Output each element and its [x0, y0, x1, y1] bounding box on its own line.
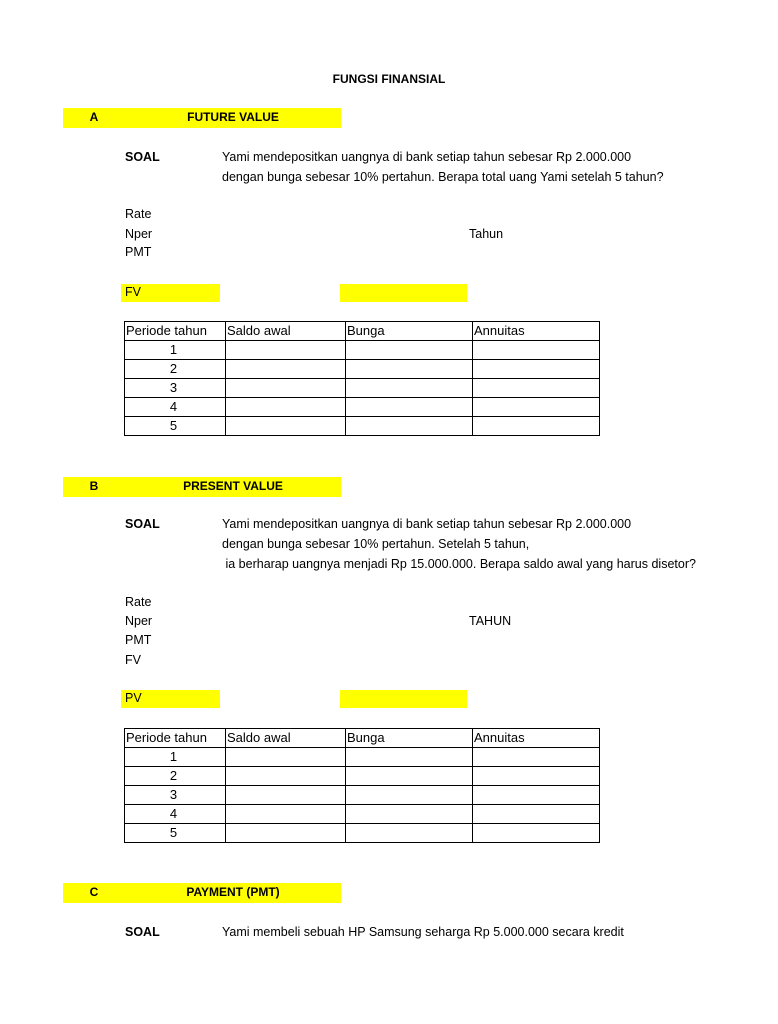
table-row [125, 824, 600, 843]
table-cell-saldo[interactable] [226, 379, 346, 398]
table-cell-saldo[interactable] [226, 805, 346, 824]
table-cell-bunga[interactable] [346, 379, 473, 398]
section-c-soal-label: SOAL [125, 925, 160, 939]
table-cell-annuitas[interactable] [473, 767, 600, 786]
section-b-soal-label: SOAL [125, 517, 160, 531]
table-cell-saldo[interactable] [226, 341, 346, 360]
table-header-saldo: Saldo awal [226, 729, 346, 748]
section-a-letter: A [89, 110, 99, 124]
section-b-soal-line-1: Yami mendepositkan uangnya di bank setiap tahun sebesar Rp 2.000.000 [222, 517, 632, 531]
section-c-letter: C [89, 885, 99, 899]
section-a-fv-label: FV [125, 285, 141, 299]
section-c-soal-line-1: Yami membeli sebuah HP Samsung seharga Rp 5.000.000 secara kredit [222, 925, 624, 939]
section-b-table [124, 728, 600, 843]
table-cell-annuitas[interactable] [473, 805, 600, 824]
section-b-param-nper: Nper [125, 614, 153, 628]
section-b-pv-label-cell [121, 690, 220, 708]
table-cell-periode: 4 [125, 805, 226, 824]
section-a-param-rate: Rate [125, 207, 152, 221]
table-cell-bunga[interactable] [346, 824, 473, 843]
table-row [125, 341, 600, 360]
table-cell-saldo[interactable] [226, 824, 346, 843]
table-cell-periode: 5 [125, 824, 226, 843]
table-header-periode: Periode tahun [125, 322, 226, 341]
section-b-nper-unit: TAHUN [469, 614, 512, 628]
table-row [125, 767, 600, 786]
table-cell-bunga[interactable] [346, 767, 473, 786]
table-cell-periode: 1 [125, 341, 226, 360]
table-cell-annuitas[interactable] [473, 824, 600, 843]
table-cell-saldo[interactable] [226, 417, 346, 436]
table-row [125, 379, 600, 398]
table-row [125, 398, 600, 417]
table-row [125, 805, 600, 824]
section-a-header [63, 108, 341, 128]
table-cell-periode: 3 [125, 379, 226, 398]
section-b-param-fv: FV [125, 653, 141, 667]
table-cell-periode: 2 [125, 767, 226, 786]
section-a-soal-line-1: Yami mendepositkan uangnya di bank setiap tahun sebesar Rp 2.000.000 [222, 150, 632, 164]
table-cell-saldo[interactable] [226, 786, 346, 805]
table-cell-saldo[interactable] [226, 767, 346, 786]
table-row [125, 748, 600, 767]
table-header-row [125, 729, 600, 748]
section-b-soal-line-2: dengan bunga sebesar 10% pertahun. Setelah 5 tahun, [222, 537, 530, 551]
section-b-param-pmt: PMT [125, 633, 152, 647]
table-cell-bunga[interactable] [346, 786, 473, 805]
table-cell-bunga[interactable] [346, 805, 473, 824]
table-cell-annuitas[interactable] [473, 417, 600, 436]
table-cell-bunga[interactable] [346, 417, 473, 436]
table-cell-saldo[interactable] [226, 748, 346, 767]
table-header-bunga: Bunga [346, 729, 473, 748]
table-cell-saldo[interactable] [226, 360, 346, 379]
table-cell-saldo[interactable] [226, 398, 346, 417]
section-b-header [63, 477, 341, 497]
section-a-param-nper: Nper [125, 227, 153, 241]
table-row [125, 417, 600, 436]
section-b-letter: B [89, 479, 99, 493]
table-cell-bunga[interactable] [346, 748, 473, 767]
table-cell-periode: 1 [125, 748, 226, 767]
table-cell-annuitas[interactable] [473, 398, 600, 417]
section-a-soal-line-2: dengan bunga sebesar 10% pertahun. Berapa total uang Yami setelah 5 tahun? [222, 170, 664, 184]
section-b-param-rate: Rate [125, 595, 152, 609]
section-a-param-pmt: PMT [125, 245, 152, 259]
section-a-title: FUTURE VALUE [187, 110, 279, 124]
table-header-periode: Periode tahun [125, 729, 226, 748]
table-cell-periode: 5 [125, 417, 226, 436]
page-title: FUNGSI FINANSIAL [332, 72, 446, 86]
table-cell-bunga[interactable] [346, 360, 473, 379]
table-header-annuitas: Annuitas [473, 729, 600, 748]
table-cell-annuitas[interactable] [473, 379, 600, 398]
table-cell-annuitas[interactable] [473, 748, 600, 767]
table-cell-periode: 3 [125, 786, 226, 805]
section-a-nper-unit: Tahun [469, 227, 504, 241]
table-row [125, 786, 600, 805]
table-cell-annuitas[interactable] [473, 786, 600, 805]
table-cell-periode: 2 [125, 360, 226, 379]
table-cell-periode: 4 [125, 398, 226, 417]
section-a-fv-result-cell[interactable] [340, 284, 467, 302]
section-b-pv-label: PV [125, 691, 142, 705]
table-cell-annuitas[interactable] [473, 360, 600, 379]
section-b-title: PRESENT VALUE [183, 479, 283, 493]
table-header-row [125, 322, 600, 341]
table-cell-annuitas[interactable] [473, 341, 600, 360]
section-c-header [63, 883, 341, 903]
section-a-fv-label-cell [121, 284, 220, 302]
table-cell-bunga[interactable] [346, 341, 473, 360]
table-header-bunga: Bunga [346, 322, 473, 341]
table-row [125, 360, 600, 379]
table-header-annuitas: Annuitas [473, 322, 600, 341]
section-a-table [124, 321, 600, 436]
table-cell-bunga[interactable] [346, 398, 473, 417]
section-a-soal-label: SOAL [125, 150, 160, 164]
section-c-title: PAYMENT (PMT) [186, 885, 280, 899]
section-b-soal-line-3: ia berharap uangnya menjadi Rp 15.000.000. Berapa saldo awal yang harus disetor? [222, 557, 696, 571]
table-header-saldo: Saldo awal [226, 322, 346, 341]
section-b-pv-result-cell[interactable] [340, 690, 467, 708]
